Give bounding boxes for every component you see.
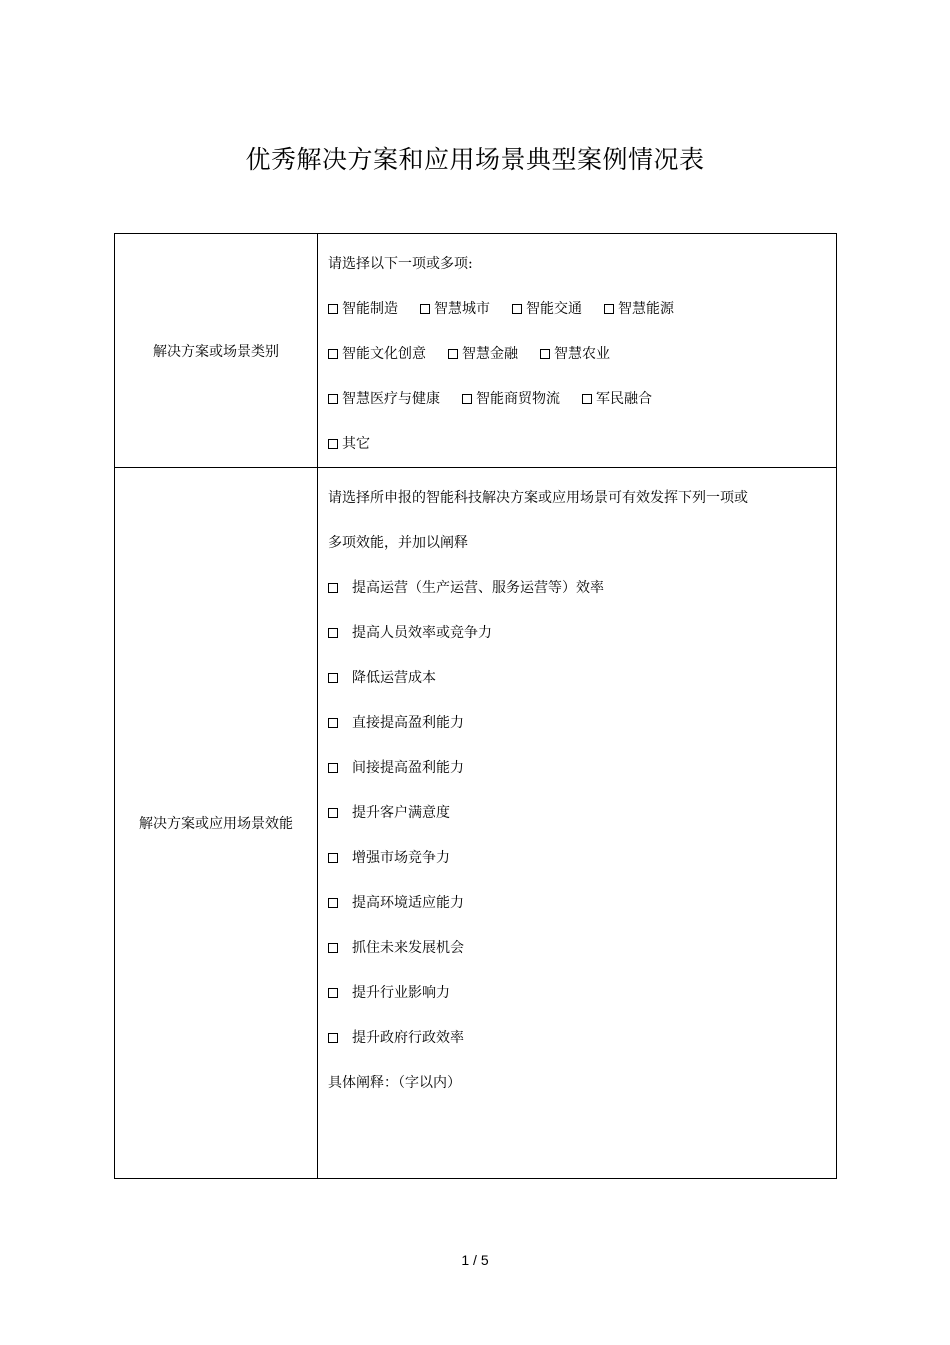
checkbox-label: 智慧金融 [462,346,518,362]
checkbox-label: 智能交通 [526,301,582,317]
checkbox-label: 智慧农业 [554,346,610,362]
checkbox-icon[interactable] [328,898,338,908]
checkbox-label: 智能商贸物流 [476,391,560,407]
checkbox-label: 智能文化创意 [342,346,426,362]
category-option[interactable] [328,377,440,422]
explanation-label: 具体阐释：（字以内） [328,1075,461,1091]
checkbox-label: 提升政府行政效率 [352,1030,464,1046]
case-form-table [114,233,837,1179]
checkbox-label: 提升行业影响力 [352,985,450,1001]
effect-option-row [328,881,826,926]
page-title: 优秀解决方案和应用场景典型案例情况表 [245,145,705,174]
checkbox-icon[interactable] [328,943,338,953]
effect-label: 解决方案或应用场景效能 [115,468,318,1179]
effect-option-row [328,611,826,656]
effect-option[interactable] [328,746,464,791]
effect-option[interactable] [328,836,450,881]
checkbox-label: 提升客户满意度 [352,805,450,821]
category-option[interactable] [328,332,426,377]
category-option-row [328,332,826,377]
effect-option[interactable] [328,1016,464,1061]
category-option[interactable] [604,287,674,332]
category-option[interactable] [462,377,560,422]
checkbox-icon[interactable] [462,394,472,404]
checkbox-icon[interactable] [328,349,338,359]
checkbox-icon[interactable] [328,439,338,449]
checkbox-icon[interactable] [328,853,338,863]
checkbox-label: 增强市场竞争力 [352,850,450,866]
checkbox-icon[interactable] [604,304,614,314]
checkbox-label: 智慧能源 [618,301,674,317]
effect-option-row [328,791,826,836]
effect-option[interactable] [328,611,492,656]
category-option[interactable] [448,332,518,377]
checkbox-label: 提高运营（生产运营、服务运营等）效率 [352,580,604,596]
checkbox-icon[interactable] [512,304,522,314]
effect-content [318,468,837,1179]
checkbox-label: 提高环境适应能力 [352,895,464,911]
category-option-row [328,377,826,422]
checkbox-label: 直接提高盈利能力 [352,715,464,731]
checkbox-icon[interactable] [328,763,338,773]
category-label: 解决方案或场景类别 [115,234,318,468]
category-option[interactable] [328,287,398,332]
category-option[interactable] [512,287,582,332]
checkbox-label: 智慧医疗与健康 [342,391,440,407]
checkbox-icon[interactable] [448,349,458,359]
checkbox-icon[interactable] [328,808,338,818]
checkbox-label: 提高人员效率或竞争力 [352,625,492,641]
effect-row [115,468,837,1179]
effect-option-row [328,566,826,611]
checkbox-icon[interactable] [328,718,338,728]
effect-option[interactable] [328,926,464,971]
checkbox-icon[interactable] [328,628,338,638]
effect-option-row [328,836,826,881]
effect-option[interactable] [328,656,436,701]
category-option-row [328,422,826,467]
checkbox-icon[interactable] [328,583,338,593]
checkbox-icon[interactable] [540,349,550,359]
checkbox-icon[interactable] [420,304,430,314]
effect-option-row [328,701,826,746]
effect-option[interactable] [328,566,604,611]
checkbox-label: 间接提高盈利能力 [352,760,464,776]
checkbox-icon[interactable] [328,394,338,404]
category-option[interactable] [582,377,652,422]
category-option[interactable] [420,287,490,332]
checkbox-label: 智能制造 [342,301,398,317]
checkbox-label: 军民融合 [596,391,652,407]
effect-option-row [328,1016,826,1061]
category-prompt: 请选择以下一项或多项: [328,256,473,272]
checkbox-icon[interactable] [328,673,338,683]
checkbox-label: 其它 [342,436,370,452]
effect-option-row [328,746,826,791]
effect-option[interactable] [328,881,464,926]
effect-prompt-line1: 请选择所申报的智能科技解决方案或应用场景可有效发挥下列一项或 [328,490,748,506]
checkbox-icon[interactable] [328,1033,338,1043]
category-row [115,234,837,468]
effect-option[interactable] [328,971,450,1016]
checkbox-icon[interactable] [328,988,338,998]
effect-prompt-line2: 多项效能，并加以阐释 [328,535,468,551]
effect-option[interactable] [328,701,464,746]
checkbox-icon[interactable] [328,304,338,314]
checkbox-label: 降低运营成本 [352,670,436,686]
category-option[interactable] [328,422,370,467]
effect-option-row [328,926,826,971]
page-number: 1 / 5 [461,1252,489,1268]
effect-option[interactable] [328,791,450,836]
category-option[interactable] [540,332,610,377]
checkbox-label: 智慧城市 [434,301,490,317]
checkbox-label: 抓住未来发展机会 [352,940,464,956]
checkbox-icon[interactable] [582,394,592,404]
category-content [318,234,837,468]
effect-option-row [328,656,826,701]
effect-option-row [328,971,826,1016]
category-option-row [328,287,826,332]
